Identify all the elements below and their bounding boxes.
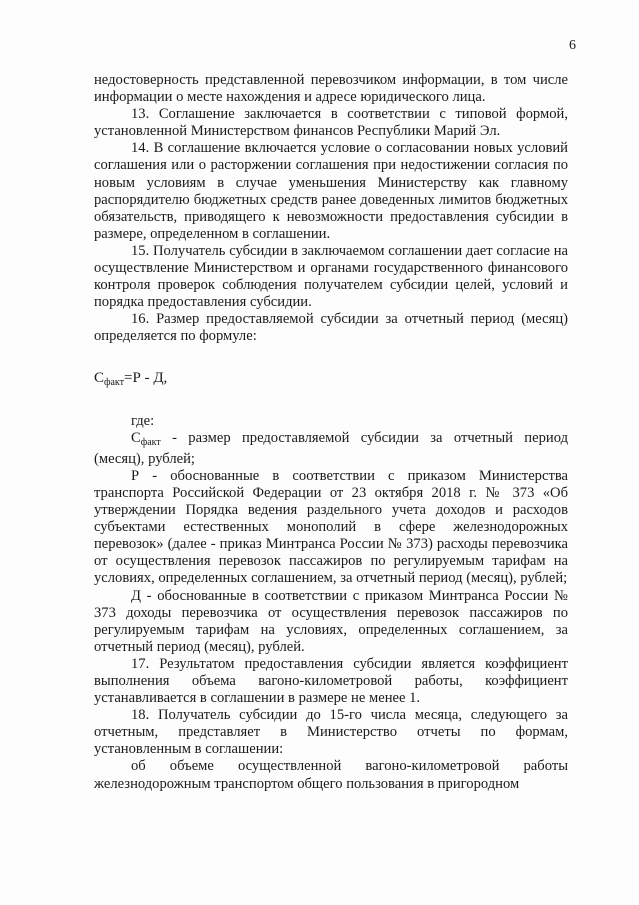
where-label: где: <box>131 412 155 429</box>
paragraph-16: 16. Размер предоставляемой субсидии за отчетный период (месяц) определяется по формуле: <box>94 311 568 345</box>
paragraph-13: 13. Соглашение заключается в соответствии с типовой формой, установленной Министерством финансов Республики Марий Эл. <box>94 106 568 140</box>
paragraph-18: 18. Получатель субсидии до 15-го числа месяца, следующего за отчетным, представляет в Министерство отчеты по формам, установленным в соглашении: <box>94 707 568 758</box>
formula-rest: =Р - Д, <box>124 369 168 386</box>
formula-base: С <box>94 369 105 386</box>
formula-subscript: факт <box>104 376 125 388</box>
paragraph-15: 15. Получатель субсидии в заключаемом соглашении дает согласие на осуществление Министерством и органами государственного финансового контроля проверок соблюдения получателем субсидии целей, условий и порядка предоставления субсидии. <box>94 242 568 311</box>
paragraph-17: 17. Результатом предоставления субсидии является коэффициент выполнения объема вагоно-километровой работы, коэффициент устанавливается в соглашении в размере не менее 1. <box>94 655 568 707</box>
definition-d: Д - обоснованные в соответствии с приказом Минтранса России № 373 доходы перевозчика от осуществления перевозок пассажиров по регулируемым тарифам на условиях, определенных соглашением, за отчетный период (месяц), рублей. <box>94 587 568 655</box>
paragraph-continuation: недостоверность представленной перевозчиком информации, в том числе информации о месте нахождения и адресе юридического лица. <box>94 72 568 106</box>
paragraph-18-item: об объеме осуществленной вагоно-километровой работы железнодорожным транспортом общего пользования в пригородном <box>94 758 568 792</box>
paragraph-14: 14. В соглашение включается условие о согласовании новых условий соглашения или о расторжении соглашения при недостижении согласия по новым условиям в случае уменьшения Министерству как главному распорядителю бюджетных средств ранее доведенных лимитов бюджетных обязательств, приводящего к невозможности предоставления субсидии в размере, определенном в соглашении. <box>94 140 568 242</box>
document-body <box>94 72 568 793</box>
definition-c-fact <box>94 430 568 468</box>
page-number: 6 <box>569 38 576 53</box>
definition-c-subscript: факт <box>140 436 161 448</box>
definition-c-text: - размер предоставляемой субсидии за отчетный период (месяц), рублей; <box>94 429 568 467</box>
definition-p: Р - обоснованные в соответствии с приказом Министерства транспорта Российской Федерации от 23 октября 2018 г. № 373 «Об утверждении Порядка ведения раздельного учета доходов и расходов субъектами естественных монополий в сфере железнодорожных перевозок» (далее - приказ Минтранса России № 373) расходы перевозчика от осуществления перевозок пассажиров по регулируемым тарифам на условиях, определенных соглашением, за отчетный период (месяц), рублей; <box>94 467 568 587</box>
definition-c-symbol: С <box>131 429 141 446</box>
subsidy-formula <box>94 370 568 391</box>
